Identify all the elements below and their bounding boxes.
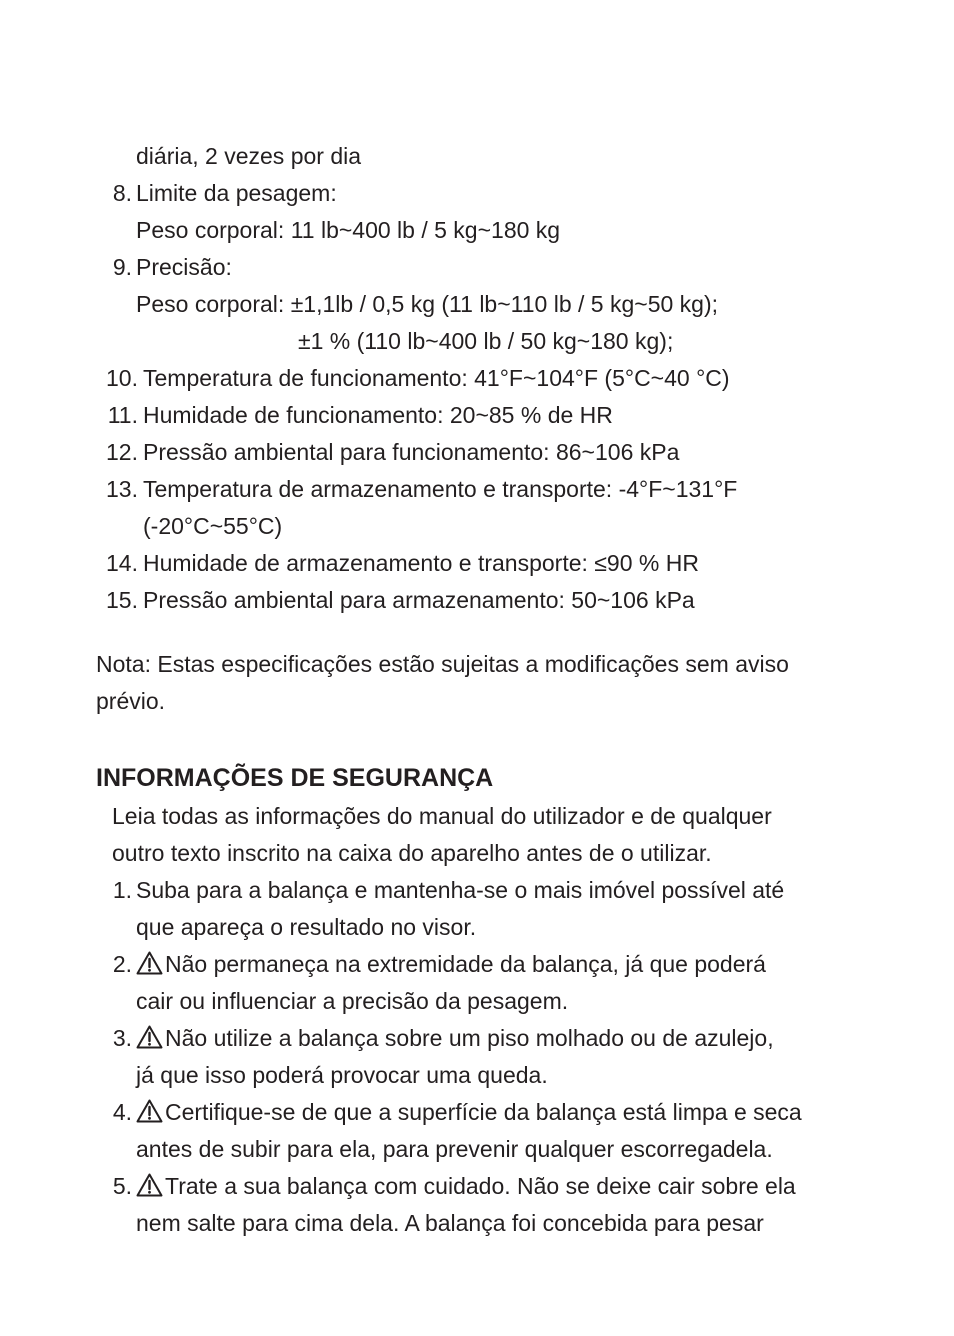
safety-item-4-number: 4. [112, 1099, 132, 1125]
safety-item-2-line-1: Não permaneça na extremidade da balança, já que poderá [165, 951, 766, 977]
spec-item-12-text: Pressão ambiental para funcionamento: 86~106 kPa [143, 439, 680, 465]
spec-item-8-number: 8. [112, 180, 132, 206]
spec-item-13-number: 13. [106, 476, 138, 502]
spec-item-13-text: Temperatura de armazenamento e transporte: -4°F~131°F [143, 476, 738, 502]
safety-item-4-line-2: antes de subir para ela, para prevenir qualquer escorregadela. [136, 1136, 773, 1162]
safety-intro-line-1: Leia todas as informações do manual do utilizador e de qualquer [112, 803, 772, 829]
spec-item-11-text: Humidade de funcionamento: 20~85 % de HR [143, 402, 613, 428]
spec-item-8-detail: Peso corporal: 11 lb~400 lb / 5 kg~180 kg [136, 217, 561, 243]
spec-item-8-label: Limite da pesagem: [136, 180, 337, 206]
spec-item-15-number: 15. [106, 587, 138, 613]
safety-item-1-line-1: Suba para a balança e mantenha-se o mais imóvel possível até [136, 877, 785, 903]
spec-item-10-text: Temperatura de funcionamento: 41°F~104°F (5°C~40 °C) [143, 365, 730, 391]
warning-icon [136, 1025, 163, 1049]
safety-item-3-row [136, 1023, 774, 1053]
safety-item-2-number: 2. [112, 951, 132, 977]
spec-item-12-number: 12. [106, 439, 138, 465]
safety-item-5-row [136, 1171, 796, 1201]
safety-item-4-line-1: Certifique-se de que a superfície da balança está limpa e seca [165, 1099, 802, 1125]
safety-item-3-line-2: já que isso poderá provocar uma queda. [136, 1062, 548, 1088]
spec-item-11-number: 11. [107, 402, 138, 428]
safety-item-5-line-2: nem salte para cima dela. A balança foi concebida para pesar [136, 1210, 764, 1236]
note-line-1: Nota: Estas especificações estão sujeitas a modificações sem aviso [96, 651, 789, 677]
safety-item-1-line-2: que apareça o resultado no visor. [136, 914, 477, 940]
spec-item-13-continuation: (-20°C~55°C) [143, 513, 283, 539]
safety-item-2-row [136, 949, 766, 979]
safety-item-5-line-1: Trate a sua balança com cuidado. Não se deixe cair sobre ela [165, 1173, 796, 1199]
spec-item-9-label: Precisão: [136, 254, 232, 280]
safety-item-3-line-1: Não utilize a balança sobre um piso molhado ou de azulejo, [165, 1025, 774, 1051]
spec-item-9-number: 9. [112, 254, 132, 280]
safety-item-3-number: 3. [112, 1025, 132, 1051]
warning-icon [136, 951, 163, 975]
spec-item-14-text: Humidade de armazenamento e transporte: ≤90 % HR [143, 550, 699, 576]
warning-icon [136, 1173, 163, 1197]
safety-heading: INFORMAÇÕES DE SEGURANÇA [96, 764, 494, 792]
safety-item-5-number: 5. [112, 1173, 132, 1199]
safety-item-2-line-2: cair ou influenciar a precisão da pesagem. [136, 988, 569, 1014]
spec-item-7-continuation: diária, 2 vezes por dia [136, 143, 362, 169]
spec-item-9-detail-2: ±1 % (110 lb~400 lb / 50 kg~180 kg); [298, 328, 674, 354]
spec-item-10-number: 10. [106, 365, 138, 391]
safety-item-1-number: 1. [112, 877, 132, 903]
safety-intro-line-2: outro texto inscrito na caixa do aparelho antes de o utilizar. [112, 840, 712, 866]
warning-icon [136, 1099, 163, 1123]
spec-item-9-detail-1: Peso corporal: ±1,1lb / 0,5 kg (11 lb~110 lb / 5 kg~50 kg); [136, 291, 719, 317]
safety-item-4-row [136, 1097, 802, 1127]
note-line-2: prévio. [96, 688, 166, 714]
spec-item-15-text: Pressão ambiental para armazenamento: 50~106 kPa [143, 587, 695, 613]
spec-item-14-number: 14. [106, 550, 138, 576]
